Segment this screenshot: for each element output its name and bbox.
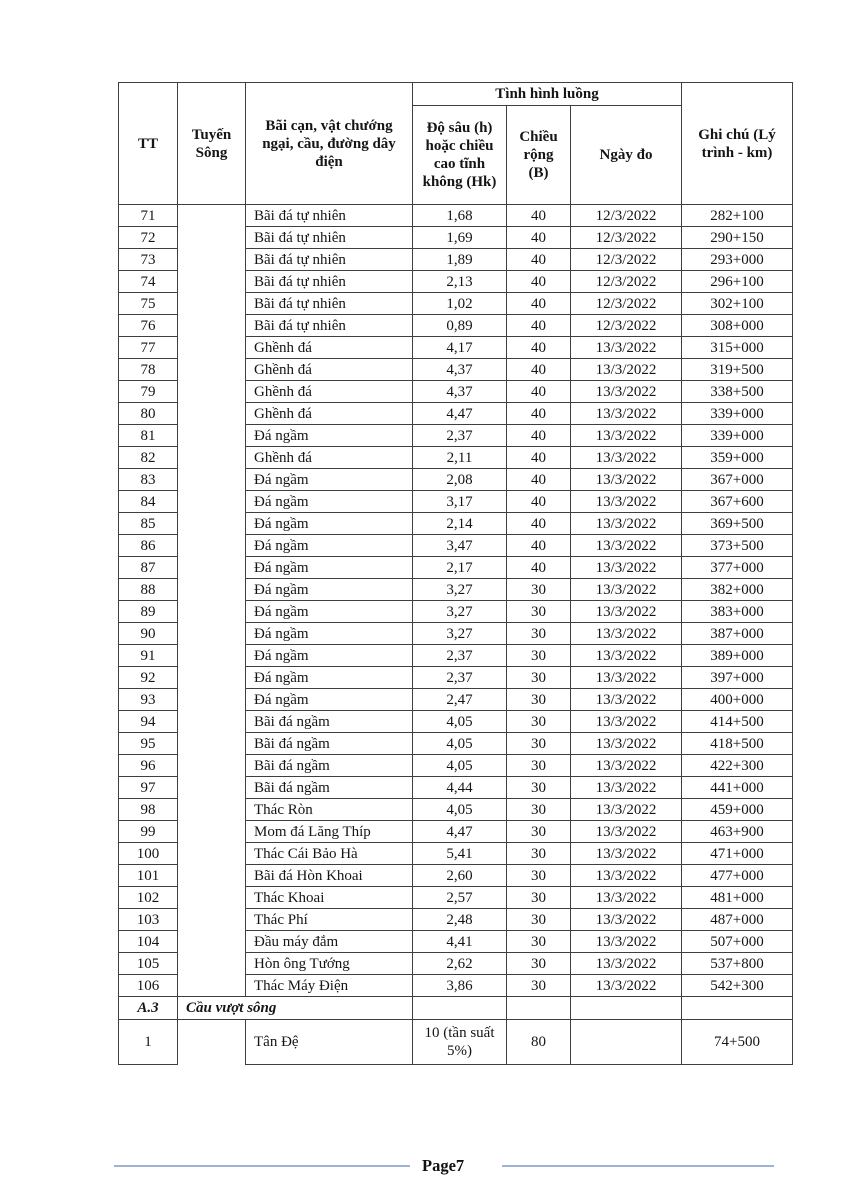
cell-tt: 75 (119, 293, 178, 315)
cell-note: 400+000 (682, 689, 793, 711)
cell-date: 13/3/2022 (571, 381, 682, 403)
cell-note: 290+150 (682, 227, 793, 249)
cell-width: 40 (507, 469, 571, 491)
cell-date: 13/3/2022 (571, 843, 682, 865)
cell-obstacle: Ghềnh đá (246, 381, 413, 403)
cell-width: 30 (507, 975, 571, 997)
cell-width: 40 (507, 271, 571, 293)
cell-depth: 2,47 (413, 689, 507, 711)
cell-obstacle: Đá ngầm (246, 513, 413, 535)
section-row (119, 997, 793, 1020)
cell-tt: 102 (119, 887, 178, 909)
cell-note: 382+000 (682, 579, 793, 601)
cell-note: 74+500 (682, 1020, 793, 1065)
cell-obstacle: Tân Đệ (246, 1020, 413, 1065)
footer-rule-right (502, 1165, 774, 1167)
cell-note: 459+000 (682, 799, 793, 821)
cell-width: 40 (507, 381, 571, 403)
cell-note: 383+000 (682, 601, 793, 623)
cell-depth: 2,37 (413, 425, 507, 447)
cell-tt: 83 (119, 469, 178, 491)
page-footer (114, 1156, 774, 1176)
cell-note: 293+000 (682, 249, 793, 271)
cell-date: 13/3/2022 (571, 601, 682, 623)
cell-tt: 106 (119, 975, 178, 997)
table-row (119, 205, 793, 227)
cell-note: 418+500 (682, 733, 793, 755)
cell-depth: 2,37 (413, 667, 507, 689)
cell-obstacle: Bãi đá ngầm (246, 755, 413, 777)
cell-obstacle: Đá ngầm (246, 491, 413, 513)
cell-depth: 4,37 (413, 359, 507, 381)
cell-obstacle: Bãi đá tự nhiên (246, 205, 413, 227)
cell-tt: A.3 (119, 997, 178, 1020)
cell-note: 308+000 (682, 315, 793, 337)
cell-depth: 4,05 (413, 711, 507, 733)
cell-obstacle: Đá ngầm (246, 601, 413, 623)
cell-tt: 81 (119, 425, 178, 447)
cell-note: 338+500 (682, 381, 793, 403)
cell-width: 30 (507, 689, 571, 711)
cell-tt: 88 (119, 579, 178, 601)
channel-survey-table (118, 82, 793, 1065)
cell-date: 13/3/2022 (571, 447, 682, 469)
section-label: Cầu vượt sông (178, 997, 413, 1020)
cell-depth: 4,44 (413, 777, 507, 799)
cell-note: 296+100 (682, 271, 793, 293)
cell-obstacle: Đá ngầm (246, 623, 413, 645)
cell-tuyen-song (178, 1020, 246, 1065)
cell-date: 12/3/2022 (571, 293, 682, 315)
cell-date: 12/3/2022 (571, 315, 682, 337)
cell-date: 13/3/2022 (571, 821, 682, 843)
cell-depth: 2,17 (413, 557, 507, 579)
cell-depth: 4,05 (413, 799, 507, 821)
cell-obstacle: Đá ngầm (246, 667, 413, 689)
cell-tt: 71 (119, 205, 178, 227)
header-tt: TT (119, 83, 178, 205)
cell-width: 40 (507, 491, 571, 513)
cell-obstacle: Bãi đá tự nhiên (246, 227, 413, 249)
cell-date: 13/3/2022 (571, 645, 682, 667)
cell-obstacle: Đá ngầm (246, 645, 413, 667)
cell-obstacle: Ghềnh đá (246, 337, 413, 359)
cell-note: 389+000 (682, 645, 793, 667)
cell-date: 13/3/2022 (571, 359, 682, 381)
cell-width: 40 (507, 403, 571, 425)
cell-obstacle: Ghềnh đá (246, 359, 413, 381)
cell-date: 13/3/2022 (571, 557, 682, 579)
cell-date: 13/3/2022 (571, 733, 682, 755)
cell-date: 13/3/2022 (571, 887, 682, 909)
cell-width: 30 (507, 579, 571, 601)
cell-note: 481+000 (682, 887, 793, 909)
cell-obstacle: Hòn ông Tướng (246, 953, 413, 975)
table-header (119, 83, 793, 205)
header-tuyen-song: Tuyến Sông (178, 83, 246, 205)
cell-tt: 95 (119, 733, 178, 755)
cell-date: 13/3/2022 (571, 799, 682, 821)
cell-width: 30 (507, 777, 571, 799)
cell-note: 367+600 (682, 491, 793, 513)
cell-width: 40 (507, 425, 571, 447)
header-ghi-chu: Ghi chú (Lý trình - km) (682, 83, 793, 205)
cell-depth: 4,05 (413, 733, 507, 755)
cell-tt: 93 (119, 689, 178, 711)
cell-width: 40 (507, 249, 571, 271)
cell-depth: 5,41 (413, 843, 507, 865)
cell-note: 463+900 (682, 821, 793, 843)
cell-note: 369+500 (682, 513, 793, 535)
cell-obstacle: Bãi đá ngầm (246, 711, 413, 733)
cell-obstacle: Thác Ròn (246, 799, 413, 821)
cell-obstacle: Bãi đá Hòn Khoai (246, 865, 413, 887)
cell-note: 537+800 (682, 953, 793, 975)
cell-width: 30 (507, 909, 571, 931)
cell-depth: 1,02 (413, 293, 507, 315)
cell-depth: 4,37 (413, 381, 507, 403)
cell-date: 13/3/2022 (571, 513, 682, 535)
cell-depth: 3,86 (413, 975, 507, 997)
cell-depth: 2,11 (413, 447, 507, 469)
cell-date: 13/3/2022 (571, 865, 682, 887)
cell-obstacle: Mom đá Lăng Thíp (246, 821, 413, 843)
cell-width: 40 (507, 447, 571, 469)
cell-tt: 90 (119, 623, 178, 645)
cell-tt: 97 (119, 777, 178, 799)
cell-tt: 72 (119, 227, 178, 249)
cell-date: 13/3/2022 (571, 469, 682, 491)
cell-obstacle: Ghềnh đá (246, 403, 413, 425)
cell-obstacle: Thác Phí (246, 909, 413, 931)
cell-note: 367+000 (682, 469, 793, 491)
cell-obstacle: Đá ngầm (246, 425, 413, 447)
cell-depth: 4,47 (413, 821, 507, 843)
cell-tt: 86 (119, 535, 178, 557)
cell-tt: 80 (119, 403, 178, 425)
cell-note (682, 997, 793, 1020)
cell-date (571, 1020, 682, 1065)
cell-width: 80 (507, 1020, 571, 1065)
cell-tt: 89 (119, 601, 178, 623)
cell-width: 30 (507, 711, 571, 733)
cell-obstacle: Đầu máy đắm (246, 931, 413, 953)
cell-depth: 10 (tần suất 5%) (413, 1020, 507, 1065)
cell-note: 477+000 (682, 865, 793, 887)
cell-note: 315+000 (682, 337, 793, 359)
cell-note: 359+000 (682, 447, 793, 469)
cell-tt: 74 (119, 271, 178, 293)
cell-tt: 92 (119, 667, 178, 689)
cell-obstacle: Thác Khoai (246, 887, 413, 909)
cell-obstacle: Bãi đá ngầm (246, 733, 413, 755)
cell-note: 397+000 (682, 667, 793, 689)
cell-tt: 100 (119, 843, 178, 865)
header-chieu-rong: Chiều rộng (B) (507, 106, 571, 205)
cell-obstacle: Bãi đá tự nhiên (246, 249, 413, 271)
cell-obstacle: Đá ngầm (246, 469, 413, 491)
cell-depth: 3,27 (413, 623, 507, 645)
cell-tt: 94 (119, 711, 178, 733)
tuyen-song-merged-cell (178, 205, 246, 997)
cell-depth: 4,17 (413, 337, 507, 359)
cell-date: 13/3/2022 (571, 755, 682, 777)
cell-depth: 3,47 (413, 535, 507, 557)
cell-date: 13/3/2022 (571, 909, 682, 931)
cell-tt: 98 (119, 799, 178, 821)
cell-date: 12/3/2022 (571, 227, 682, 249)
cell-tt: 87 (119, 557, 178, 579)
cell-depth: 2,37 (413, 645, 507, 667)
cell-width: 30 (507, 865, 571, 887)
cell-date: 13/3/2022 (571, 337, 682, 359)
cell-date: 13/3/2022 (571, 711, 682, 733)
cell-obstacle: Đá ngầm (246, 557, 413, 579)
cell-width: 40 (507, 557, 571, 579)
header-ngay-do: Ngày đo (571, 106, 682, 205)
cell-width: 30 (507, 953, 571, 975)
cell-tt: 104 (119, 931, 178, 953)
cell-tt: 78 (119, 359, 178, 381)
cell-width (507, 997, 571, 1020)
header-do-sau: Độ sâu (h) hoặc chiều cao tĩnh không (Hk) (413, 106, 507, 205)
cell-depth: 3,27 (413, 579, 507, 601)
cell-tt: 76 (119, 315, 178, 337)
cell-tt: 73 (119, 249, 178, 271)
cell-note: 387+000 (682, 623, 793, 645)
cell-width: 30 (507, 755, 571, 777)
cell-date: 12/3/2022 (571, 271, 682, 293)
cell-note: 319+500 (682, 359, 793, 381)
cell-width: 30 (507, 667, 571, 689)
cell-obstacle: Bãi đá ngầm (246, 777, 413, 799)
cell-note: 282+100 (682, 205, 793, 227)
cell-width: 30 (507, 645, 571, 667)
cell-note: 302+100 (682, 293, 793, 315)
cell-obstacle: Thác Máy Điện (246, 975, 413, 997)
cell-date: 13/3/2022 (571, 953, 682, 975)
cell-note: 441+000 (682, 777, 793, 799)
cell-depth: 2,48 (413, 909, 507, 931)
cell-width: 40 (507, 337, 571, 359)
cell-depth: 2,13 (413, 271, 507, 293)
cell-width: 40 (507, 315, 571, 337)
cell-date: 13/3/2022 (571, 667, 682, 689)
cell-tt: 84 (119, 491, 178, 513)
cell-depth: 2,14 (413, 513, 507, 535)
cell-note: 339+000 (682, 425, 793, 447)
cell-depth: 2,60 (413, 865, 507, 887)
cell-obstacle: Bãi đá tự nhiên (246, 315, 413, 337)
cell-width: 30 (507, 623, 571, 645)
cell-tt: 77 (119, 337, 178, 359)
cell-width: 30 (507, 931, 571, 953)
cell-obstacle: Đá ngầm (246, 579, 413, 601)
cell-date (571, 997, 682, 1020)
cell-width: 40 (507, 359, 571, 381)
cell-width: 30 (507, 601, 571, 623)
cell-date: 13/3/2022 (571, 579, 682, 601)
cell-depth: 3,27 (413, 601, 507, 623)
cell-note: 422+300 (682, 755, 793, 777)
cell-width: 30 (507, 733, 571, 755)
cell-width: 40 (507, 293, 571, 315)
cell-depth: 0,89 (413, 315, 507, 337)
cell-obstacle: Bãi đá tự nhiên (246, 271, 413, 293)
footer-rule-left (114, 1165, 410, 1167)
cell-date: 13/3/2022 (571, 491, 682, 513)
cell-depth: 2,57 (413, 887, 507, 909)
cell-date: 13/3/2022 (571, 975, 682, 997)
cell-date: 13/3/2022 (571, 689, 682, 711)
cell-depth: 4,05 (413, 755, 507, 777)
table-row (119, 1020, 793, 1065)
cell-depth: 3,17 (413, 491, 507, 513)
cell-width: 30 (507, 799, 571, 821)
cell-note: 373+500 (682, 535, 793, 557)
cell-note: 542+300 (682, 975, 793, 997)
cell-obstacle: Thác Cái Bảo Hà (246, 843, 413, 865)
cell-tt: 105 (119, 953, 178, 975)
cell-depth: 2,08 (413, 469, 507, 491)
cell-date: 13/3/2022 (571, 931, 682, 953)
table-body (119, 205, 793, 1065)
cell-date: 12/3/2022 (571, 249, 682, 271)
cell-tt: 101 (119, 865, 178, 887)
page-number: Page7 (422, 1156, 465, 1175)
cell-note: 471+000 (682, 843, 793, 865)
cell-width: 30 (507, 887, 571, 909)
cell-depth: 1,69 (413, 227, 507, 249)
cell-depth: 1,89 (413, 249, 507, 271)
cell-note: 377+000 (682, 557, 793, 579)
cell-depth: 2,62 (413, 953, 507, 975)
header-row-top (119, 83, 793, 106)
cell-tt: 91 (119, 645, 178, 667)
cell-note: 507+000 (682, 931, 793, 953)
cell-width: 40 (507, 227, 571, 249)
cell-width: 40 (507, 535, 571, 557)
cell-date: 13/3/2022 (571, 777, 682, 799)
cell-note: 339+000 (682, 403, 793, 425)
header-tinh-hinh-luong: Tình hình luồng (413, 83, 682, 106)
cell-note: 487+000 (682, 909, 793, 931)
cell-tt: 85 (119, 513, 178, 535)
cell-obstacle: Ghềnh đá (246, 447, 413, 469)
cell-obstacle: Đá ngầm (246, 689, 413, 711)
cell-date: 13/3/2022 (571, 425, 682, 447)
cell-tt: 82 (119, 447, 178, 469)
cell-width: 40 (507, 205, 571, 227)
cell-width: 30 (507, 843, 571, 865)
cell-date: 12/3/2022 (571, 205, 682, 227)
cell-tt: 79 (119, 381, 178, 403)
cell-note: 414+500 (682, 711, 793, 733)
cell-obstacle: Đá ngầm (246, 535, 413, 557)
cell-depth: 1,68 (413, 205, 507, 227)
cell-tt: 103 (119, 909, 178, 931)
cell-date: 13/3/2022 (571, 403, 682, 425)
cell-date: 13/3/2022 (571, 535, 682, 557)
cell-date: 13/3/2022 (571, 623, 682, 645)
header-bai-can: Bãi cạn, vật chướng ngại, cầu, đường dây điện (246, 83, 413, 205)
cell-depth: 4,47 (413, 403, 507, 425)
cell-width: 30 (507, 821, 571, 843)
cell-obstacle: Bãi đá tự nhiên (246, 293, 413, 315)
cell-depth: 4,41 (413, 931, 507, 953)
cell-depth (413, 997, 507, 1020)
cell-tt: 99 (119, 821, 178, 843)
cell-tt: 96 (119, 755, 178, 777)
cell-width: 40 (507, 513, 571, 535)
cell-tt: 1 (119, 1020, 178, 1065)
